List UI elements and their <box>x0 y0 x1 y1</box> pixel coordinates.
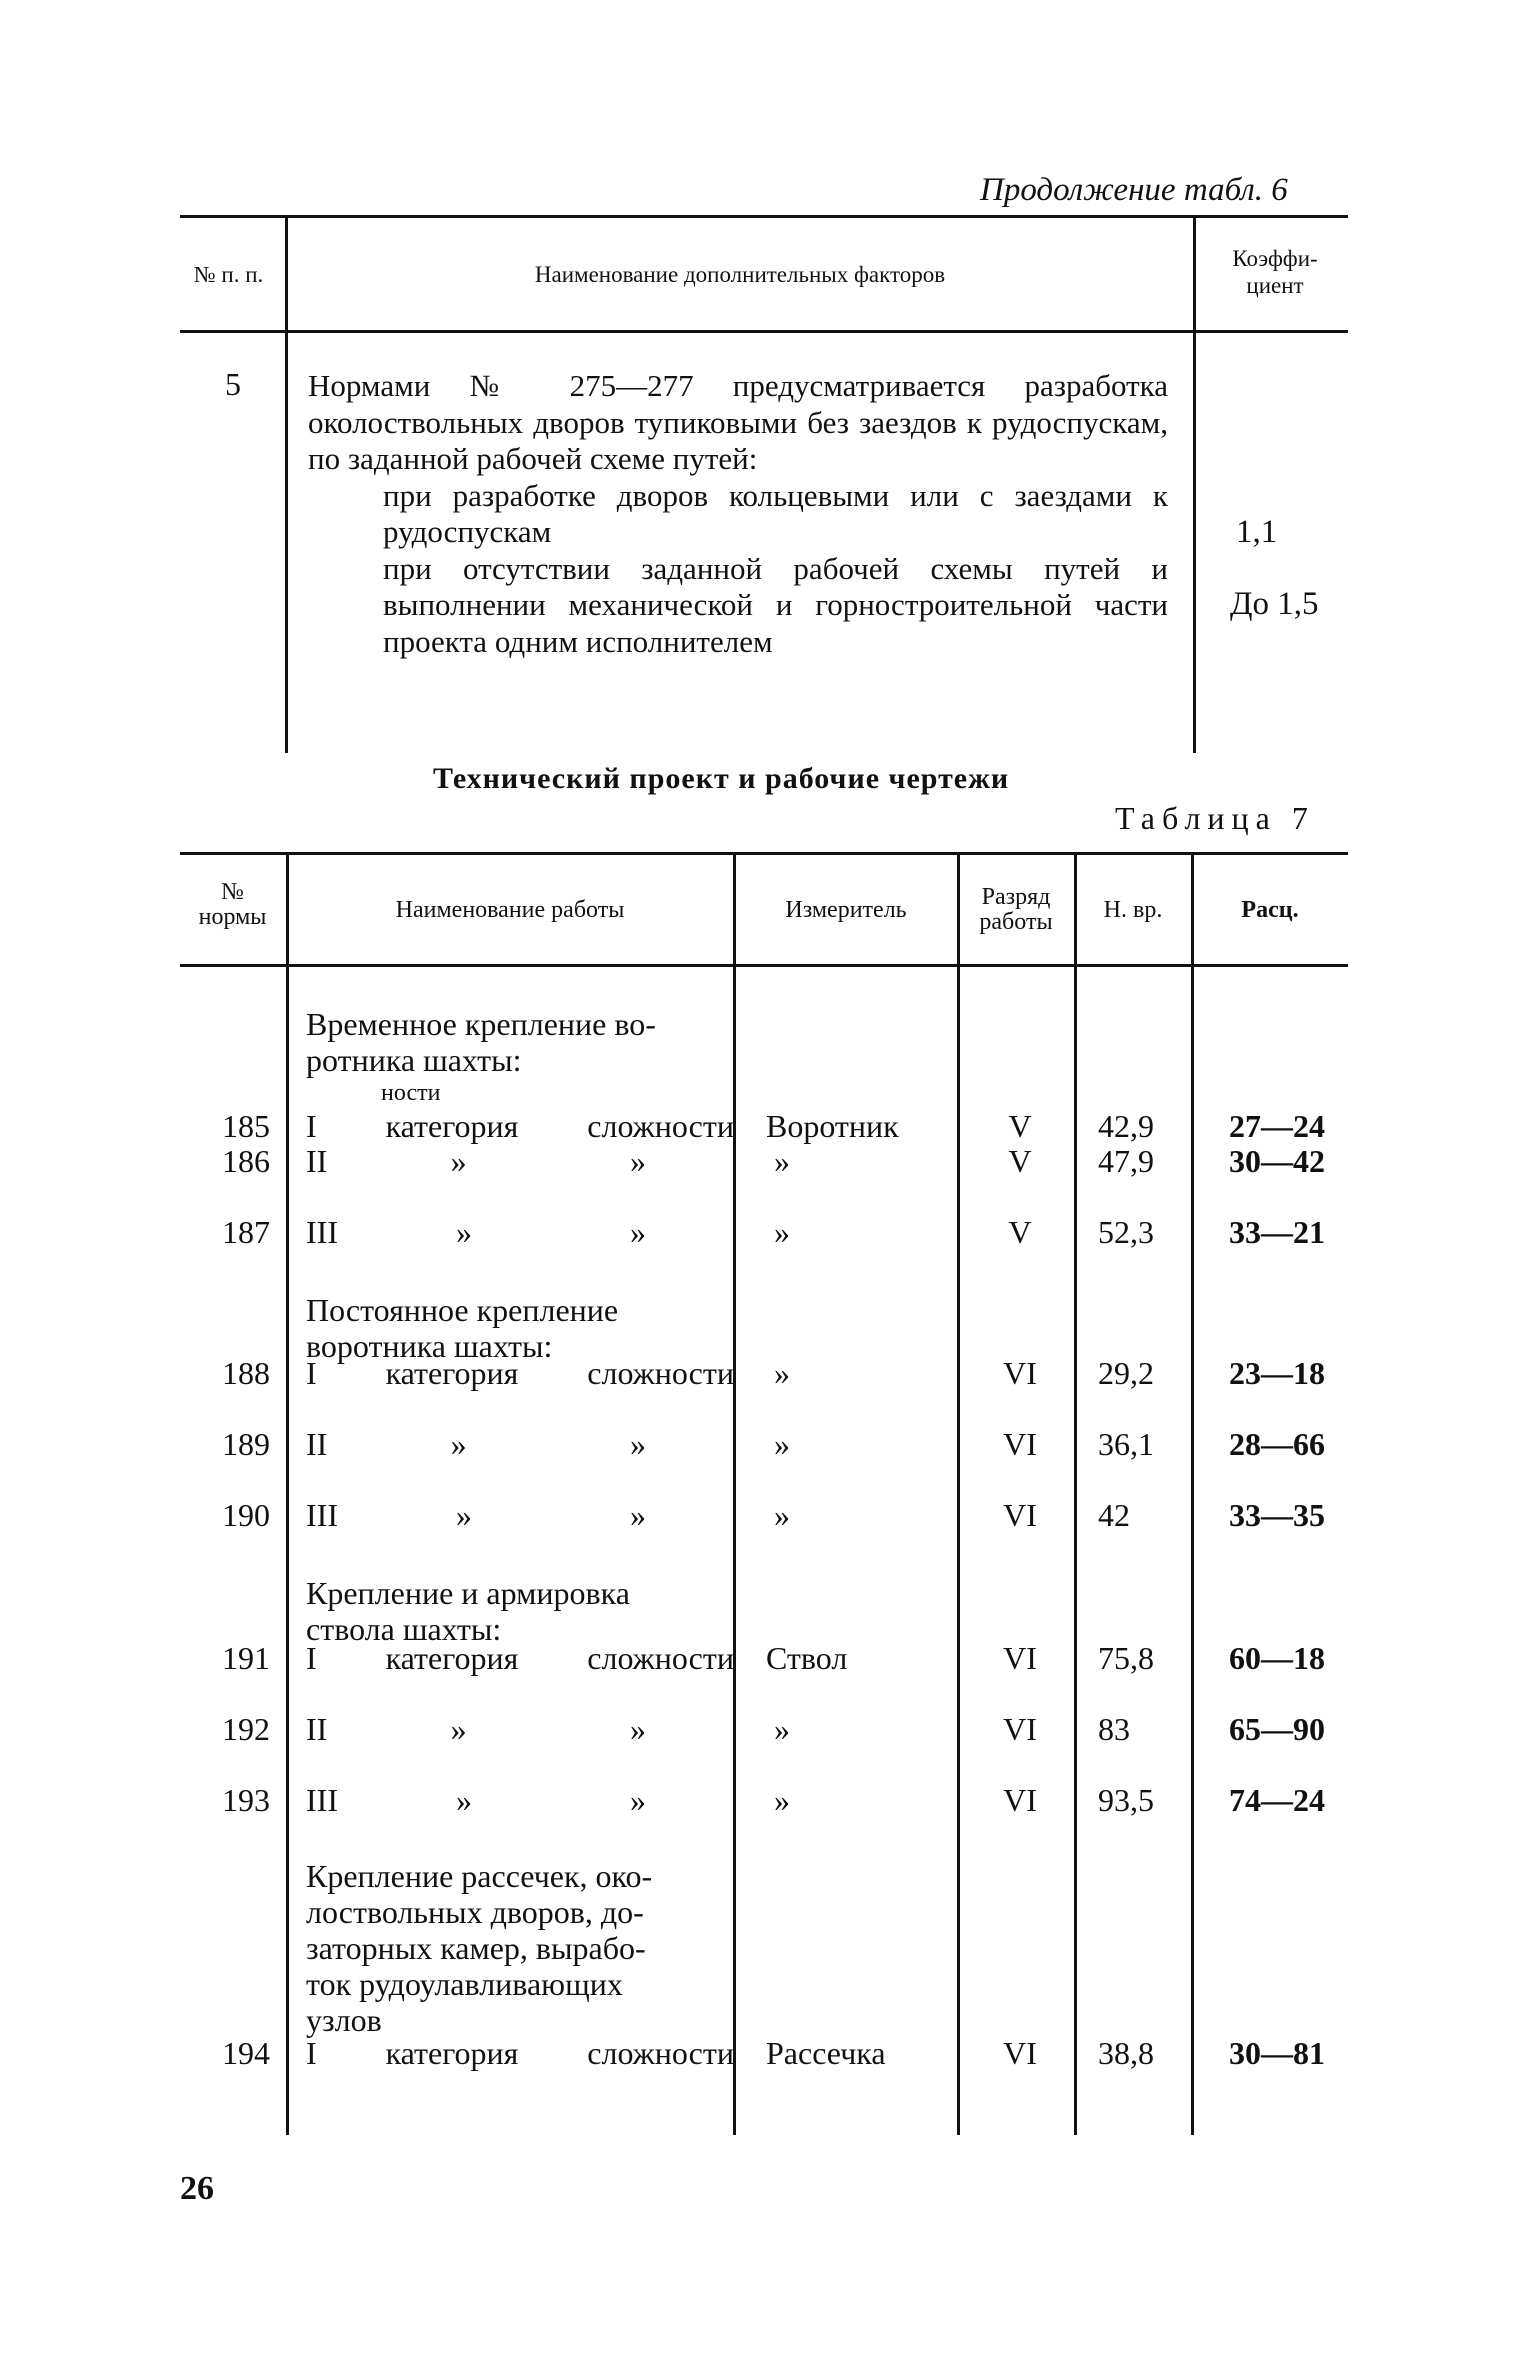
row-num: 186 <box>222 1143 270 1179</box>
row-cat: III <box>306 1214 338 1250</box>
row-grade: VI <box>1003 1711 1037 1747</box>
row-measure: » <box>774 1497 790 1533</box>
table7-header-num <box>180 880 285 930</box>
row-end: сложности <box>587 1108 734 1144</box>
row-cat: III <box>306 1497 338 1533</box>
row-grade: VI <box>1003 1355 1037 1391</box>
table6-divider-2 <box>1193 218 1196 753</box>
row-rate: 30—81 <box>1229 2035 1325 2071</box>
table6-divider-1 <box>285 218 288 753</box>
group-title-line: заторных камер, вырабо- <box>306 1930 646 1966</box>
row-measure: » <box>774 1711 790 1747</box>
group-title-line: ротника шахты: <box>306 1042 522 1078</box>
row-num: 187 <box>222 1214 270 1250</box>
row-num: 193 <box>222 1782 270 1818</box>
group-title-line: ствола шахты: <box>306 1611 502 1647</box>
table7-group-title <box>306 1292 734 1364</box>
row-num: 188 <box>222 1355 270 1391</box>
row-rate: 23—18 <box>1229 1355 1325 1391</box>
row-measure: Ствол <box>766 1640 848 1676</box>
row-name <box>306 1640 734 1677</box>
row-end: сложности <box>587 1640 734 1676</box>
row-name <box>306 1214 734 1251</box>
table7-divider-measure <box>957 855 960 2135</box>
row-name <box>306 1711 734 1748</box>
row-num: 192 <box>222 1711 270 1747</box>
row-cat: II <box>306 1143 328 1179</box>
table6-case2: при отсутствии заданной рабочей схемы путей и выполнении механической и горностроительной части проекта одним исполнителем <box>383 550 1168 659</box>
group-title-line: Крепление и армировка <box>306 1575 630 1611</box>
row-measure: » <box>774 1143 790 1179</box>
table6-case2-coef: До 1,5 <box>1230 586 1319 622</box>
row-grade: V <box>1008 1108 1032 1144</box>
row-hours: 29,2 <box>1098 1355 1154 1391</box>
row-grade: VI <box>1003 2035 1037 2071</box>
row-word: » <box>455 1782 472 1818</box>
row-word: » <box>450 1711 467 1747</box>
row-hours: 42,9 <box>1098 1108 1154 1144</box>
group-title-line: Крепление рассечек, око- <box>306 1858 653 1894</box>
table7-group-title <box>306 1006 734 1108</box>
table7-header-num-line2: нормы <box>198 904 267 930</box>
table6-case1-coef: 1,1 <box>1236 514 1278 550</box>
table7-header-rate: Расц. <box>1241 897 1299 923</box>
row-end: » <box>630 1143 646 1179</box>
row-end: сложности <box>587 2035 734 2071</box>
row-num: 191 <box>222 1640 270 1676</box>
group-title-line: узлов <box>306 2002 382 2038</box>
row-word: категория <box>385 1640 519 1676</box>
table7-header-rule <box>180 964 1348 967</box>
row-cat: III <box>306 1782 338 1818</box>
table7-divider-num <box>286 855 289 2135</box>
table6-header-num: № п. п. <box>193 262 264 287</box>
row-name <box>306 1108 734 1145</box>
table6-header-rule <box>180 330 1348 333</box>
row-word: » <box>450 1143 467 1179</box>
group-title-line: Временное крепление во- <box>306 1006 656 1042</box>
row-cat: I <box>306 1108 317 1144</box>
table7-header-num-line1: № <box>221 879 244 905</box>
table6-header-coef-line2: циент <box>1246 273 1304 298</box>
row-measure: » <box>774 1426 790 1462</box>
row-num: 189 <box>222 1426 270 1462</box>
row-end: » <box>630 1711 646 1747</box>
row-num: 194 <box>222 2035 270 2071</box>
row-measure: Рассечка <box>766 2035 886 2071</box>
row-measure: » <box>774 1355 790 1391</box>
group-title-line: ности <box>381 1080 441 1106</box>
row-rate: 60—18 <box>1229 1640 1325 1676</box>
row-cat: II <box>306 1426 328 1462</box>
row-end: » <box>630 1782 646 1818</box>
row-word: » <box>455 1497 472 1533</box>
table7-header-hours: Н. вр. <box>1103 897 1163 923</box>
row-hours: 83 <box>1098 1711 1130 1747</box>
row-cat: II <box>306 1711 328 1747</box>
row-cat: I <box>306 2035 317 2071</box>
table7-label: Таблица 7 <box>1115 800 1315 836</box>
row-rate: 28—66 <box>1229 1426 1325 1462</box>
row-hours: 36,1 <box>1098 1426 1154 1462</box>
row-grade: VI <box>1003 1782 1037 1818</box>
row-word: » <box>455 1214 472 1250</box>
row-hours: 47,9 <box>1098 1143 1154 1179</box>
table6-header-coef-line1: Коэффи- <box>1232 246 1318 271</box>
row-name <box>306 2035 734 2072</box>
table7-header-measure: Измеритель <box>785 897 907 923</box>
row-name <box>306 1355 734 1392</box>
row-hours: 75,8 <box>1098 1640 1154 1676</box>
table7-divider-grade <box>1074 855 1077 2135</box>
row-end: » <box>630 1426 646 1462</box>
table6-header-name: Наименование дополнительных факторов <box>534 262 946 287</box>
group-title-line: лоствольных дворов, до- <box>306 1894 644 1930</box>
group-title-line: ток рудоулавливающих <box>306 1966 623 2002</box>
table6-top-rule <box>180 215 1348 218</box>
row-num: 185 <box>222 1108 270 1144</box>
table7-group-title <box>306 1858 734 2038</box>
row-word: категория <box>385 1108 519 1144</box>
table7-top-rule <box>180 852 1348 855</box>
table6-intro: Нормами № 275—277 предусматривается разработка околоствольных дворов тупиковыми без заездов к рудоспускам, по заданной рабочей схеме путей: <box>308 368 1168 476</box>
table6-caption: Продолжение табл. 6 <box>980 172 1288 208</box>
table7-header-grade-line1: Разряд <box>981 884 1051 910</box>
row-word: » <box>450 1426 467 1462</box>
table7-header-grade <box>960 885 1072 935</box>
row-measure: » <box>774 1782 790 1818</box>
row-grade: V <box>1008 1143 1032 1179</box>
table6-header-coef <box>1200 245 1350 299</box>
row-measure: Воротник <box>766 1108 899 1144</box>
row-end: сложности <box>587 1355 734 1391</box>
section-title: Технический проект и рабочие чертежи <box>433 762 1010 795</box>
table7-group-title <box>306 1575 734 1647</box>
row-rate: 33—35 <box>1229 1497 1325 1533</box>
table6-case1: при разработке дворов кольцевыми или с заездами к рудоспускам <box>383 477 1168 549</box>
page-number: 26 <box>180 2170 214 2207</box>
row-grade: VI <box>1003 1497 1037 1533</box>
row-hours: 42 <box>1098 1497 1130 1533</box>
row-hours: 93,5 <box>1098 1782 1154 1818</box>
row-rate: 27—24 <box>1229 1108 1325 1144</box>
row-rate: 65—90 <box>1229 1711 1325 1747</box>
table7-header-grade-line2: работы <box>979 909 1053 935</box>
row-rate: 30—42 <box>1229 1143 1325 1179</box>
row-measure: » <box>774 1214 790 1250</box>
row-word: категория <box>385 1355 519 1391</box>
row-cat: I <box>306 1355 317 1391</box>
row-cat: I <box>306 1640 317 1676</box>
row-name <box>306 1143 734 1180</box>
row-num: 190 <box>222 1497 270 1533</box>
row-grade: V <box>1008 1214 1032 1250</box>
row-hours: 38,8 <box>1098 2035 1154 2071</box>
group-title-line: воротника шахты: <box>306 1328 553 1364</box>
row-rate: 74—24 <box>1229 1782 1325 1818</box>
row-name <box>306 1782 734 1819</box>
group-title-line: Постоянное крепление <box>306 1292 619 1328</box>
table7-header-name: Наименование работы <box>395 897 625 923</box>
row-name <box>306 1497 734 1534</box>
row-name <box>306 1426 734 1463</box>
table7-divider-hours <box>1191 855 1194 2135</box>
row-grade: VI <box>1003 1426 1037 1462</box>
row-end: » <box>630 1497 646 1533</box>
row-word: категория <box>385 2035 519 2071</box>
table6-row-num: 5 <box>225 366 241 402</box>
row-rate: 33—21 <box>1229 1214 1325 1250</box>
row-grade: VI <box>1003 1640 1037 1676</box>
row-end: » <box>630 1214 646 1250</box>
row-hours: 52,3 <box>1098 1214 1154 1250</box>
table6-row-text <box>308 368 1168 660</box>
